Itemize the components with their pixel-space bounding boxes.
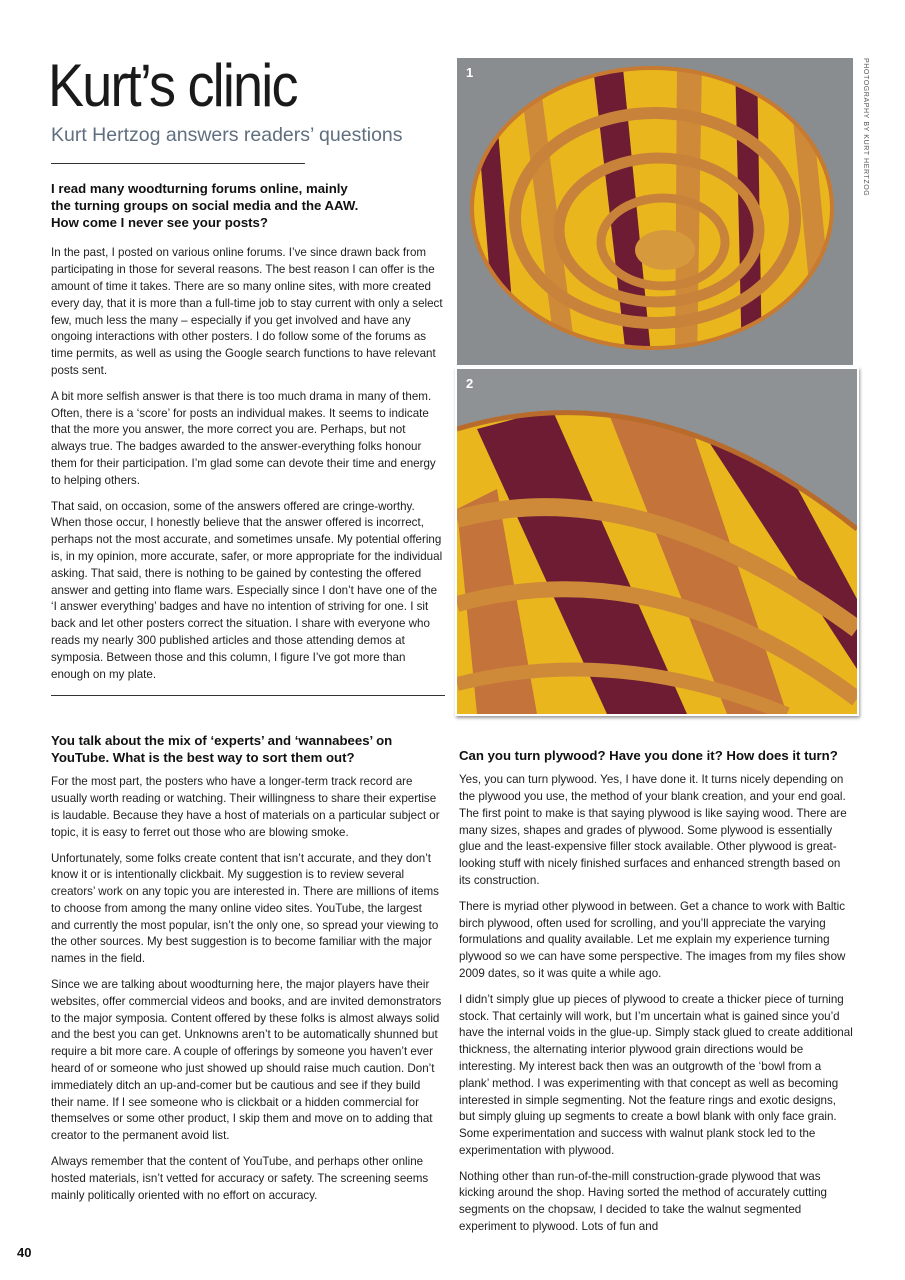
q3-paragraph: There is myriad other plywood in between. Get a chance to work with Baltic birch plywood, often used for scrolling, and you’ll appreciate the varying formulations and quality available. Let me explain my experience turning plywood so we can have some perspective. The images from my files show 2009 dates, so it was quite a while ago.: [459, 899, 846, 980]
q2-question: You talk about the mix of ‘experts’ and ‘wannabees’ on YouTube. What is the best way to sort them out?: [51, 733, 393, 766]
q2-section: [51, 732, 443, 1213]
q2-paragraph: Always remember that the content of YouTube, and perhaps other online hosted materials, isn’t vetted for accuracy or safety. The screening seems mainly politically oriented with no effort on accuracy.: [51, 1155, 429, 1202]
page-subtitle: Kurt Hertzog answers readers’ questions: [51, 124, 403, 146]
photo-2: [455, 367, 859, 716]
photo-credit: PHOTOGRAPHY BY KURT HERTZOG: [862, 58, 869, 197]
title-divider: [51, 163, 305, 164]
q1-paragraph: A bit more selfish answer is that there is too much drama in many of them. Often, there is a ‘score’ for posts an individual makes. It seems to indicate that the more you answer, the more correct you are. Perhaps, but not always true. The badges awarded to the answer-everything folks honour them for their participation. I’m glad some can devote their time and energy to helping others.: [51, 389, 436, 487]
q1-question: I read many woodturning forums online, mainly the turning groups on social media and the AAW. How come I never see your posts?: [51, 181, 359, 231]
q2-paragraph: Since we are talking about woodturning here, the major players have their websites, offer commercial videos and books, and are invited demonstrators to the major symposia. Content offered by these folks is almost always solid and the best you can get. Unknowns aren’t to be automatically shunned but require a bit more care. A couple of offerings by someone you haven’t ever heard of or someone who just showed up should raise much caution. Don’t immediately ditch an up-and-comer but be cautious and see if they build their name. If I see someone who is clickbait or a hidden commercial for themselves or some other product, I skip them and move on to adding that creator to the permanent avoid list.: [51, 978, 442, 1143]
q1-section: [51, 180, 443, 692]
q2-paragraph: Unfortunately, some folks create content that isn’t accurate, and they don’t know it or is intentionally clickbait. My suggestion is to review several creators’ work on any topic you are interested in. There are millions of items to choose from among the many online video sites. YouTube, the largest and currently the most popular, isn’t the only one, so spread your viewing to the other sources. My best suggestion is to become familiar with the major names in the field.: [51, 851, 439, 966]
page-title: Kurt’s clinic: [48, 52, 297, 119]
q3-section: [459, 747, 854, 1245]
q3-paragraph: Yes, you can turn plywood. Yes, I have done it. It turns nicely depending on the plywood you use, the method of your blank creation, and your end goal. The first point to make is that saying plywood is like saying wood. There are many sizes, shapes and grades of plywood. Some plywood is essentially glue and the least-expensive filler stock available. Other plywood is great-looking stuff with nicely finished surfaces and enhanced strength based on its construction.: [459, 773, 847, 887]
q1-paragraph: In the past, I posted on various online forums. I’ve since drawn back from participating in those for several reasons. The best reason I can offer is the amount of time it takes. There are so many online sites, with more created every day, that it is more than a full-time job to stay current with only a select few, much less the many – especially if you get involved and have any ongoing interactions with other posters. I do follow some of the forums as time permits, as well as using the Google search functions to have relevant posts sent.: [51, 246, 443, 378]
q2-paragraph: For the most part, the posters who have a longer-term track record are usually worth reading or watching. Their willingness to share their expertise is laudable. Because they have a host of materials on a particular subject or topic, it is easy to ferret out those who are blowing smoke.: [51, 775, 440, 839]
photo-1-number: 1: [466, 65, 474, 80]
q1-paragraph: That said, on occasion, some of the answers offered are cringe-worthy. When those occur, I honestly believe that the answer offered is incorrect, perhaps not the most accurate, and sometimes unsafe. My potential offering is, in my opinion, more accurate, safer, or more appropriate for the individual asking. That said, there is nothing to be gained by contesting the offered answer and getting into flame wars. Especially since I don’t have one of the ‘I answer everything’ badges and have no intention of striving for one. I sit back and let other posters correct the situation. I share with everyone who reads my nearly 300 published articles and those attending demos at symposia. Between those and this column, I figure I’ve got more than enough on my plate.: [51, 499, 443, 681]
photo-1: [457, 58, 853, 365]
q3-paragraph: I didn’t simply glue up pieces of plywood to create a thicker piece of turning stock. That certainly will work, but I’m uncertain what is gained since you’d have the internal voids in the glue-up. Simply stack glued to create additional thickness, the alternating interior plywood grain directions would be interesting. My interest back then was an outgrowth of the ‘bowl from a plank’ method. I was experimenting with that concept as well as becoming interested in simple segmenting. Not the feature rings and exotic designs, but simply gluing up segments to create a bowl blank with only face grain. Some experimentation and success with walnut plank stock led to the experimentation with plywood.: [459, 992, 853, 1157]
q3-paragraph: Nothing other than run-of-the-mill construction-grade plywood that was kicking around the shop. Having sorted the method of accurately cutting segments on the chopsaw, I decided to take the walnut segmented experiment to plywood. Lots of fun and: [459, 1169, 827, 1234]
section-divider: [51, 695, 445, 696]
photo-2-number: 2: [466, 376, 474, 391]
q3-question: Can you turn plywood? Have you done it? How does it turn?: [459, 748, 838, 763]
page-number: 40: [17, 1245, 32, 1260]
